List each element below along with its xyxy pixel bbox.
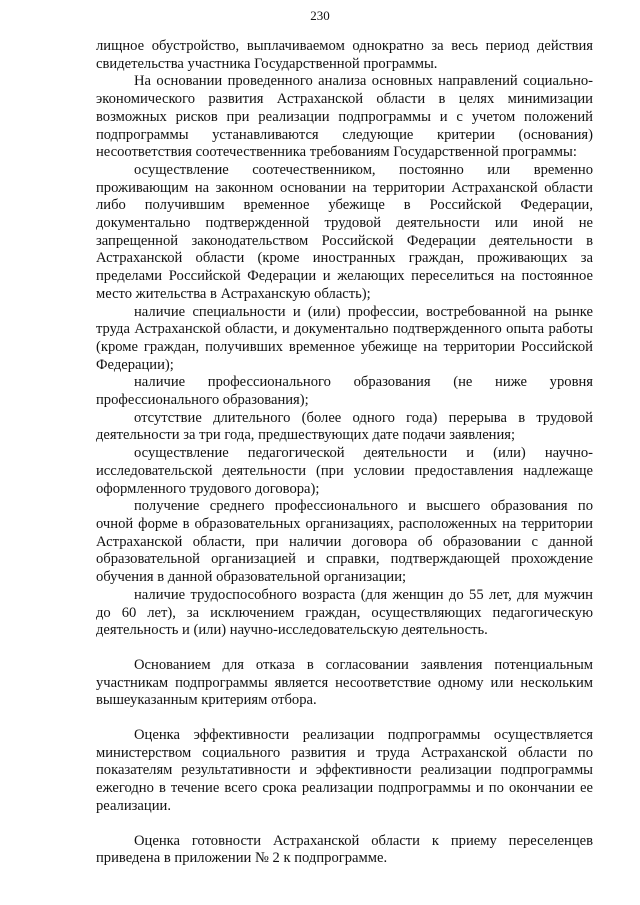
paragraph-criterion-residence: осуществление соотечественником, постоянно или временно проживающим на законном основании на территории Астраханской области либо получившим временное убежище в Российской Федерации, документально подтвержденной трудовой деятельности или иной не запрещенной законодательством Российской Федерации деятельности в Астраханской области (кроме иностранных граждан, проживающих за пределами Российской Федерации и желающих переселиться на постоянное место жительства в Астраханскую область); xyxy=(96,161,593,302)
paragraph-criteria-intro: На основании проведенного анализа основных направлений социально-экономического развития Астраханской области в целях минимизации возможных рисков при реализации подпрограммы и с учетом положений подпрограммы устанавливаются следующие критерии (основания) несоответствия соотечественника требованиям Государственной программы: xyxy=(96,73,593,161)
page-number: 230 xyxy=(310,8,330,23)
paragraph-efficiency-evaluation: Оценка эффективности реализации подпрограммы осуществляется министерством социального развития и труда Астраханской области по показателям результативности и эффективности реализации подпрограммы ежегодно в течение всего срока реализации подпрограммы и по окончании ее реализации. xyxy=(96,727,593,814)
paragraph-criterion-work-gap: отсутствие длительного (более одного года) перерыва в трудовой деятельности за три года, предшествующих дате подачи заявления; xyxy=(96,409,593,444)
paragraph-refusal-basis: Основанием для отказа в согласовании заявления потенциальным участникам подпрограммы является несоответствие одному или нескольким вышеуказанным критериям отбора. xyxy=(96,656,593,709)
document-body xyxy=(96,38,593,868)
paragraph-criterion-education: наличие профессионального образования (не ниже уровня профессионального образования); xyxy=(96,374,593,409)
paragraph-criterion-specialty: наличие специальности и (или) профессии, востребованной на рынке труда Астраханской области, и документально подтвержденного опыта работы (кроме граждан, получивших временное убежище на территории Российской Федерации); xyxy=(96,303,593,373)
paragraph-continuation: лищное обустройство, выплачиваемом однократно за весь период действия свидетельства участника Государственной программы. xyxy=(96,38,593,72)
paragraph-criterion-pedagogical: осуществление педагогической деятельности и (или) научно-исследовательской деятельности (при условии предоставления надлежаще оформленного трудового договора); xyxy=(96,445,593,497)
paragraph-criterion-study: получение среднего профессионального и высшего образования по очной форме в образовательных организациях, расположенных на территории Астраханской области, при наличии договора об образовании с данной образовательной организацией и справки, подтверждающей прохождение обучения в данной образовательной организации; xyxy=(96,498,593,586)
paragraph-readiness-assessment: Оценка готовности Астраханской области к приему переселенцев приведена в приложении № 2 к подпрограмме. xyxy=(96,832,593,867)
paragraph-criterion-age: наличие трудоспособного возраста (для женщин до 55 лет, для мужчин до 60 лет), за исключением граждан, осуществляющих педагогическую деятельность и (или) научно-исследовательскую деятельность. xyxy=(96,586,593,639)
